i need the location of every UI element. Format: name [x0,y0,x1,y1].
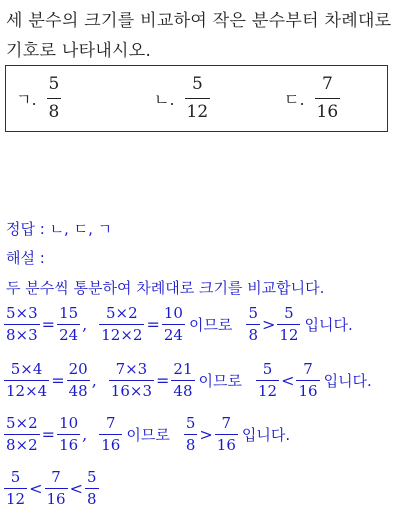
fraction: $\frac{10}{24}$ [163,304,183,344]
conjunction-text: 이므로 [198,372,242,390]
choice-a-mark: ㄱ. [16,90,37,109]
fraction: $\frac{5\times 2}{12\times 2}$ [101,304,143,344]
denominator: 16 [316,102,339,122]
conjunction-text: 이므로 [188,316,233,334]
question-line-1: 세 분수의 크기를 비교하여 작은 분수부터 차례대로 [6,11,392,31]
answer-line: 정답 : ㄴ, ㄷ, ㄱ [6,220,113,238]
fraction: $\frac{7}{16}$ [101,414,121,454]
comma: , [91,371,97,390]
fraction: $\frac{21}{48}$ [173,360,193,400]
question-line-2: 기호로 나타내시오. [6,41,152,61]
choice-b-mark: ㄴ. [154,90,175,109]
fraction: $\frac{7\times 3}{16\times 3}$ [110,360,152,400]
comma: , [82,425,88,444]
choice-b-fraction [185,76,211,121]
choice-c-mark: ㄷ. [284,90,305,109]
solution-line-1 [4,306,357,343]
fraction: $\frac{5}{12}$ [279,304,299,344]
equals-sign: = [146,315,160,334]
equals-sign: = [51,371,65,390]
numerator: 5 [48,74,60,94]
equals-sign: = [156,371,170,390]
comma: , [82,315,88,334]
fraction: $\frac{5\times 2}{8\times 2}$ [6,414,38,454]
denominator: 8 [48,102,60,122]
relation-sign: > [199,425,213,444]
sentence-end: 입니다. [241,426,291,444]
fraction: $\frac{5}{12}$ [257,360,278,400]
explanation-intro: 두 분수씩 통분하여 차례대로 크기를 비교합니다. [6,279,325,297]
final-ordering [4,470,99,507]
relation-sign: < [29,479,43,498]
fraction: $\frac{5}{8}$ [248,304,258,344]
question-text [6,6,398,66]
fraction: $\frac{5}{8}$ [185,414,196,454]
fraction: $\frac{7}{16}$ [216,414,236,454]
sentence-end: 입니다. [323,372,372,390]
fraction: $\frac{5}{8}$ [87,468,97,508]
fraction: $\frac{5\times 3}{8\times 3}$ [6,304,38,344]
equals-sign: = [41,315,56,334]
choice-a-fraction [47,76,62,121]
fraction: $\frac{5\times 4}{12\times 4}$ [6,360,48,400]
choice-c [284,76,340,121]
fraction: $\frac{7}{16}$ [46,468,66,508]
conjunction-text: 이므로 [126,426,170,444]
fraction: $\frac{5}{12}$ [6,468,26,508]
fraction: $\frac{20}{48}$ [68,360,88,400]
choice-b [154,76,210,121]
denominator: 12 [186,102,209,122]
fraction: $\frac{10}{16}$ [59,414,79,454]
relation-sign: > [261,315,276,334]
sentence-end: 입니다. [304,316,353,334]
solution-line-3 [4,416,294,453]
fraction: $\frac{15}{24}$ [59,304,79,344]
fraction: $\frac{7}{16}$ [298,360,318,400]
relation-sign: < [69,479,83,498]
solution-line-2 [4,362,376,399]
relation-sign: < [281,371,295,390]
numerator: 7 [321,74,333,94]
numerator: 5 [191,74,203,94]
equals-sign: = [41,425,56,444]
choices-box [5,65,388,132]
choice-a [16,76,61,121]
explanation-label: 해설 : [6,249,45,267]
choice-c-fraction [315,76,341,121]
